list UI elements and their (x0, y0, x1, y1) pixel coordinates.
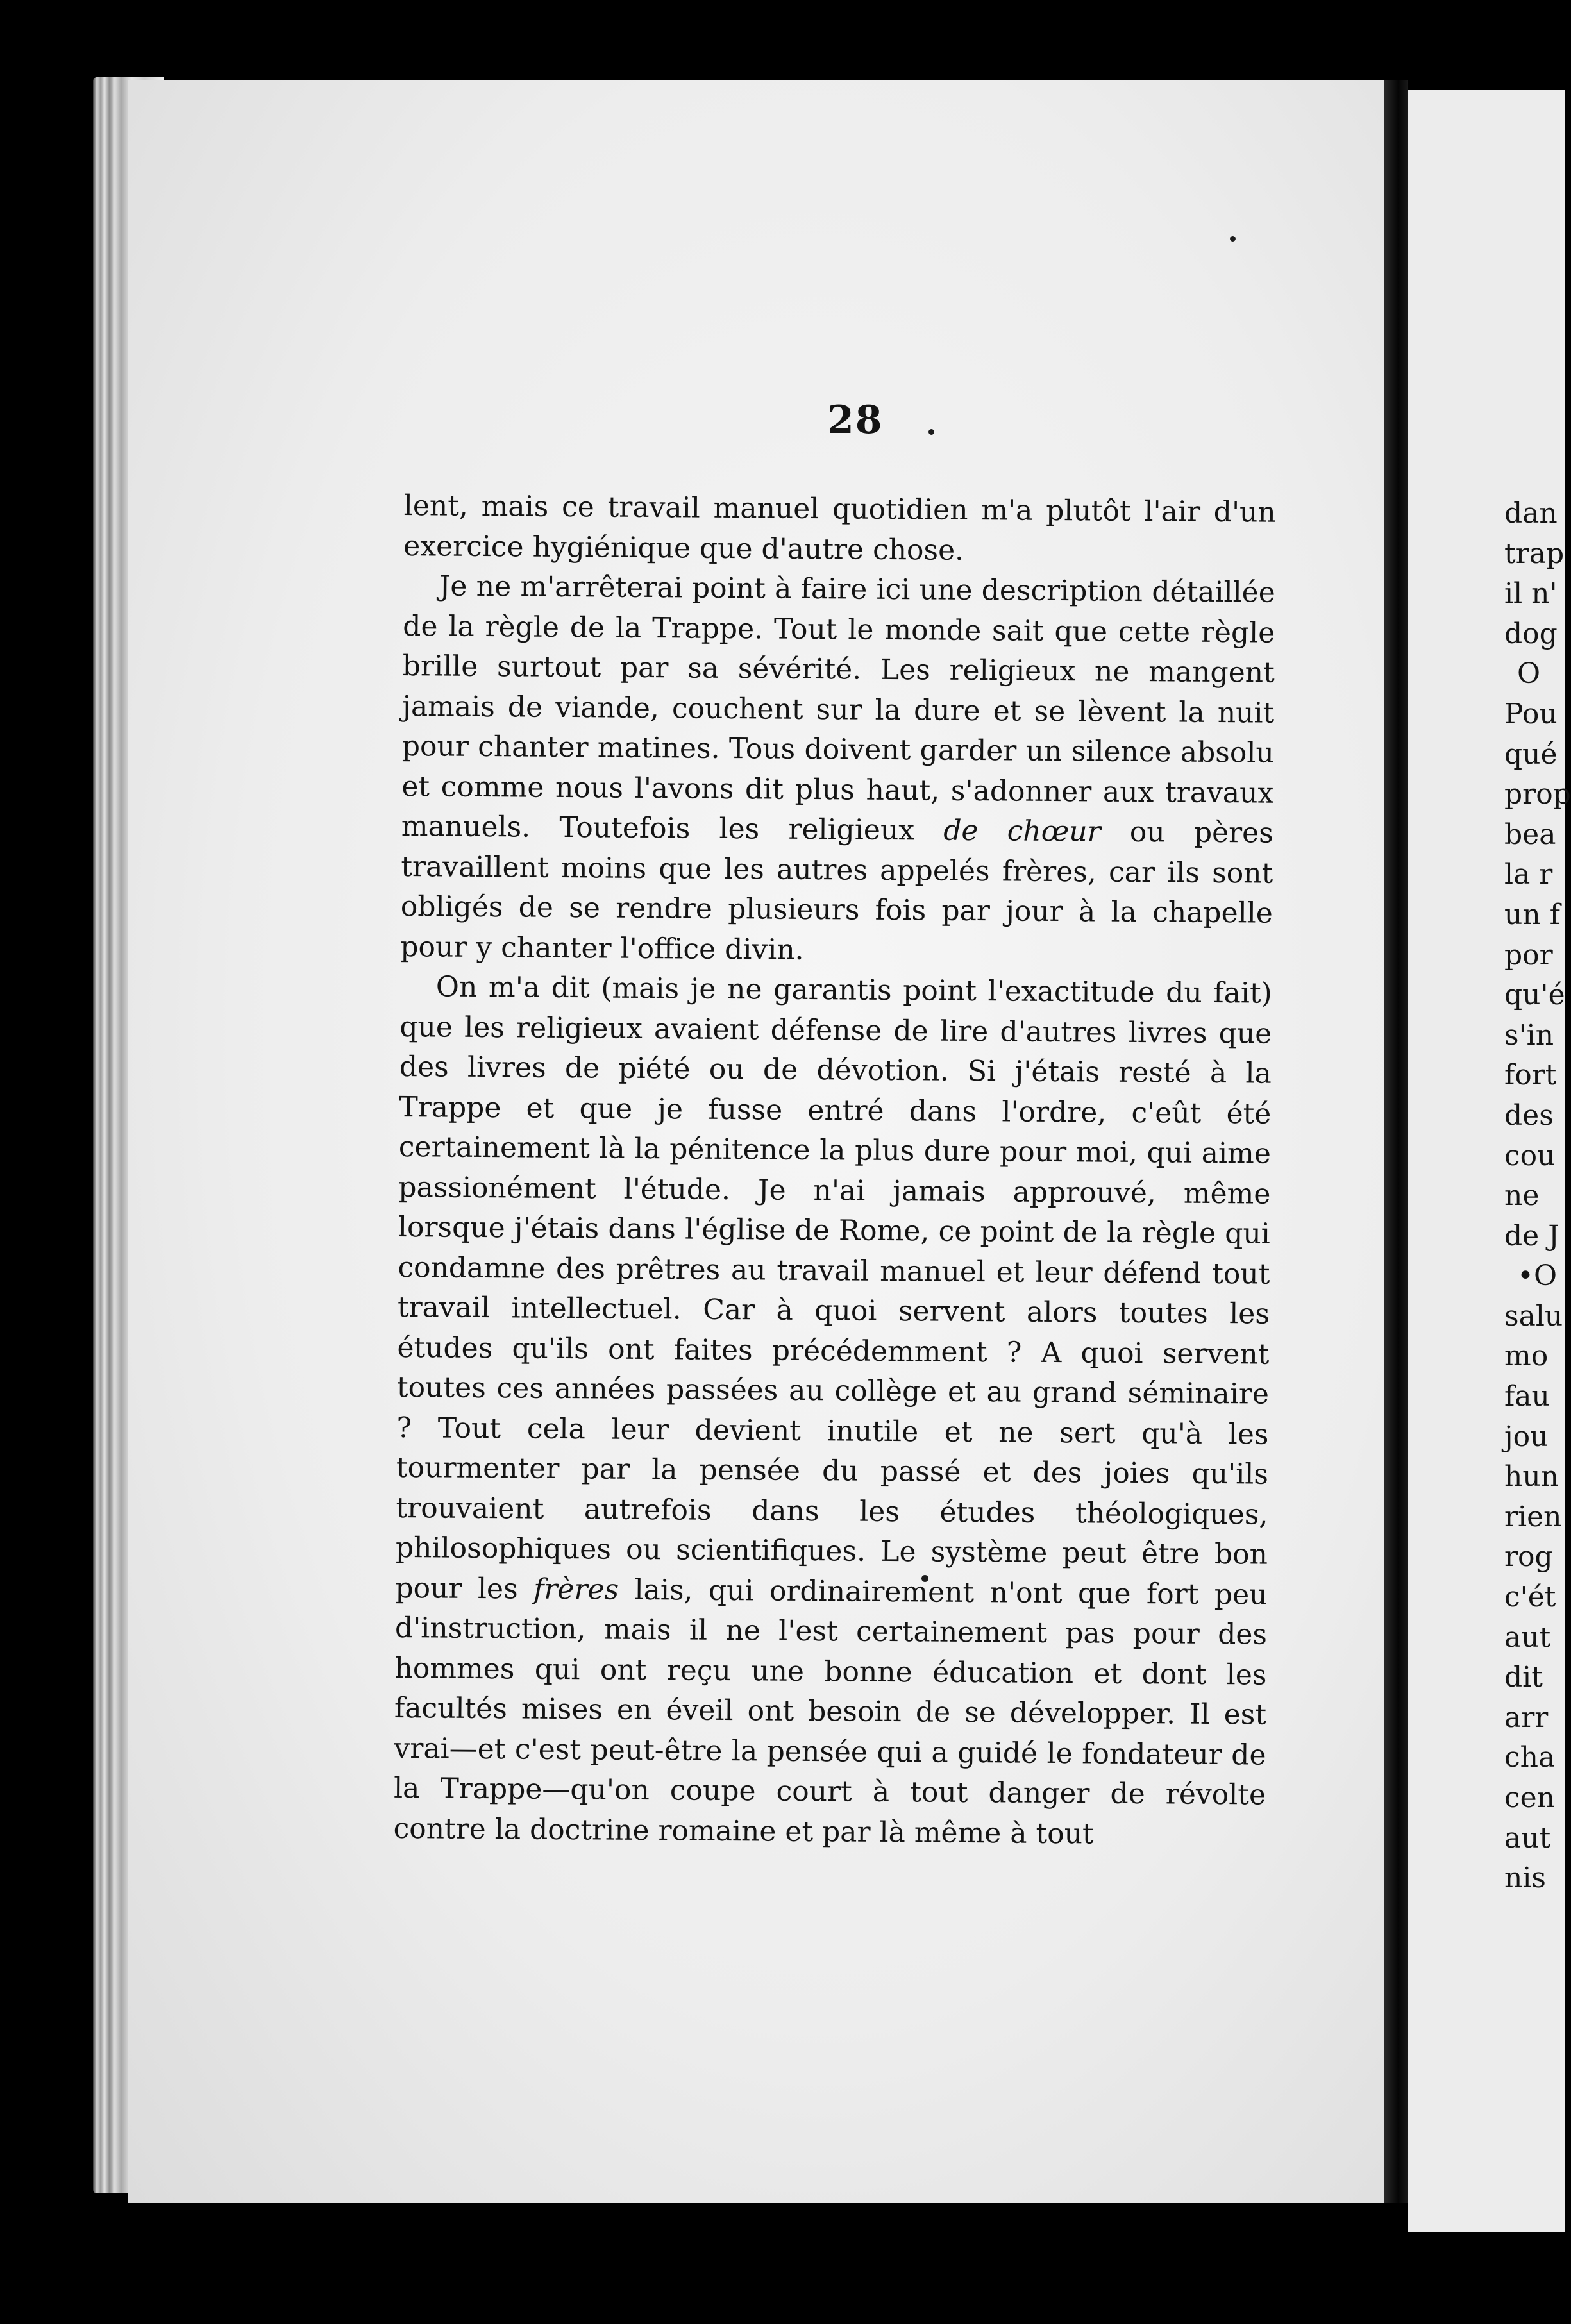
next-page-line-fragment: qué (1504, 737, 1558, 771)
next-page-line-fragment: aut (1504, 1621, 1551, 1654)
next-page-line-fragment: trap (1504, 537, 1565, 570)
text-run: On m'a dit (mais je ne garantis point l'exactitude du fait) que les religieux avaient défense de lire d'autres livres que des livres de piété ou de dévotion. Si j'étais resté à la Trappe et que je fusse entré dans l'ordre, c'eût été certainement là la pénitence la plus dure pour moi, qui aime passionément l'étude. Je n'ai jamais approuvé, même lorsque j'étais dans l'église de Rome, ce point de la règle qui condamne des prêtres au travail manuel et leur défend tout travail intellectuel. Car à quoi servent alors toutes les études qu'ils ont faites précédemment ? A quoi servent toutes ces années passées au collège et au grand séminaire ? Tout cela leur devient inutile et ne sert qu'à les tourmenter par la pensée du passé et des joies qu'ils trouvaient autrefois dans les études théologiques, philosophiques ou scientifiques. Le système peut être bon pour les (395, 970, 1273, 1606)
next-page-line-fragment: c'ét (1504, 1581, 1556, 1614)
next-page-line-fragment: dan (1504, 497, 1558, 530)
next-page-line-fragment: rog (1504, 1540, 1553, 1574)
next-page-line-fragment: bea (1504, 818, 1556, 851)
italic-text: frères (533, 1572, 619, 1606)
next-page-line-fragment: dit (1504, 1661, 1543, 1694)
next-page-line-fragment: qu'é (1504, 979, 1565, 1012)
ink-speck (928, 429, 934, 435)
text-run: ou pères travaillent moins que les autres appelés frères, car ils sont obligés de se rendre plusieurs fois par jour à la chapelle pour y chanter l'office divin. (400, 815, 1273, 966)
next-page-line-fragment: mo (1504, 1340, 1549, 1373)
next-page-line-fragment: s'in (1504, 1018, 1554, 1052)
next-page-line-fragment: prop (1504, 778, 1571, 811)
next-page-line-fragment: dog (1504, 617, 1558, 650)
body-text (393, 486, 1276, 1856)
next-page-line-fragment: un f (1504, 898, 1560, 931)
next-page-line-fragment: cou (1504, 1139, 1556, 1172)
next-page-line-fragment: rien (1504, 1500, 1562, 1533)
next-page-line-fragment: jou (1504, 1420, 1549, 1453)
next-page-line-fragment: arr (1504, 1701, 1549, 1734)
next-page-line-fragment: cha (1504, 1741, 1556, 1774)
next-page-line-fragment: il n' (1504, 577, 1558, 610)
text-run: Je ne m'arrêterai point à faire ici une description détaillée de la règle de la Trappe. Tout le monde sait que cette règle brille surtout par sa sévérité. Les religieux ne mangent jamais de viande, couchent sur la dure et se lèvent la nuit pour chanter matines. Tous doivent garder un silence absolu et comme nous l'avons dit plus haut, s'adonner aux travaux manuels. Toutefois les religieux (401, 569, 1275, 847)
next-page-line-fragment: nis (1504, 1862, 1546, 1895)
next-page-line-fragment: por (1504, 938, 1553, 972)
next-page-line-fragment: cen (1504, 1781, 1556, 1814)
next-page-line-fragment: •O (1517, 1259, 1558, 1293)
ink-speck (1230, 236, 1236, 242)
paragraph (403, 486, 1276, 573)
next-page-line-fragment: aut (1504, 1821, 1551, 1855)
next-page-line-fragment: salu (1504, 1299, 1563, 1333)
next-page-line-fragment: la r (1504, 858, 1553, 891)
book-gutter (1384, 80, 1408, 2203)
next-page-text-fragments (1504, 494, 1571, 1899)
next-page-line-fragment: hun (1504, 1460, 1559, 1494)
next-page-line-fragment: Pou (1504, 697, 1558, 730)
next-page-line-fragment: des (1504, 1099, 1554, 1132)
paragraph (393, 967, 1272, 1856)
next-page-line-fragment: fort (1504, 1059, 1557, 1092)
text-run: lent, mais ce travail manuel quotidien m'a plutôt l'air d'un exercice hygiénique que d'autre chose. (403, 489, 1276, 567)
text-run: lais, qui ordinairement n'ont que fort peu d'instruction, mais il ne l'est certainement pas pour des hommes qui ont reçu une bonne éducation et dont les facultés mises en éveil ont besoin de se développer. Il est vrai—et c'est peut-être la pensée qui a guidé le fondateur de la Trappe—qu'on coupe court à tout danger de révolte contre la doctrine romaine et par là même à tout (393, 1573, 1268, 1851)
page-number: 28 (827, 398, 884, 442)
next-page-line-fragment: ne (1504, 1179, 1540, 1213)
paragraph (400, 566, 1275, 974)
italic-text: de chœur (943, 814, 1101, 848)
next-page-line-fragment: O (1517, 657, 1541, 691)
next-page-line-fragment: fau (1504, 1380, 1550, 1413)
next-page-line-fragment: de J (1504, 1219, 1559, 1252)
